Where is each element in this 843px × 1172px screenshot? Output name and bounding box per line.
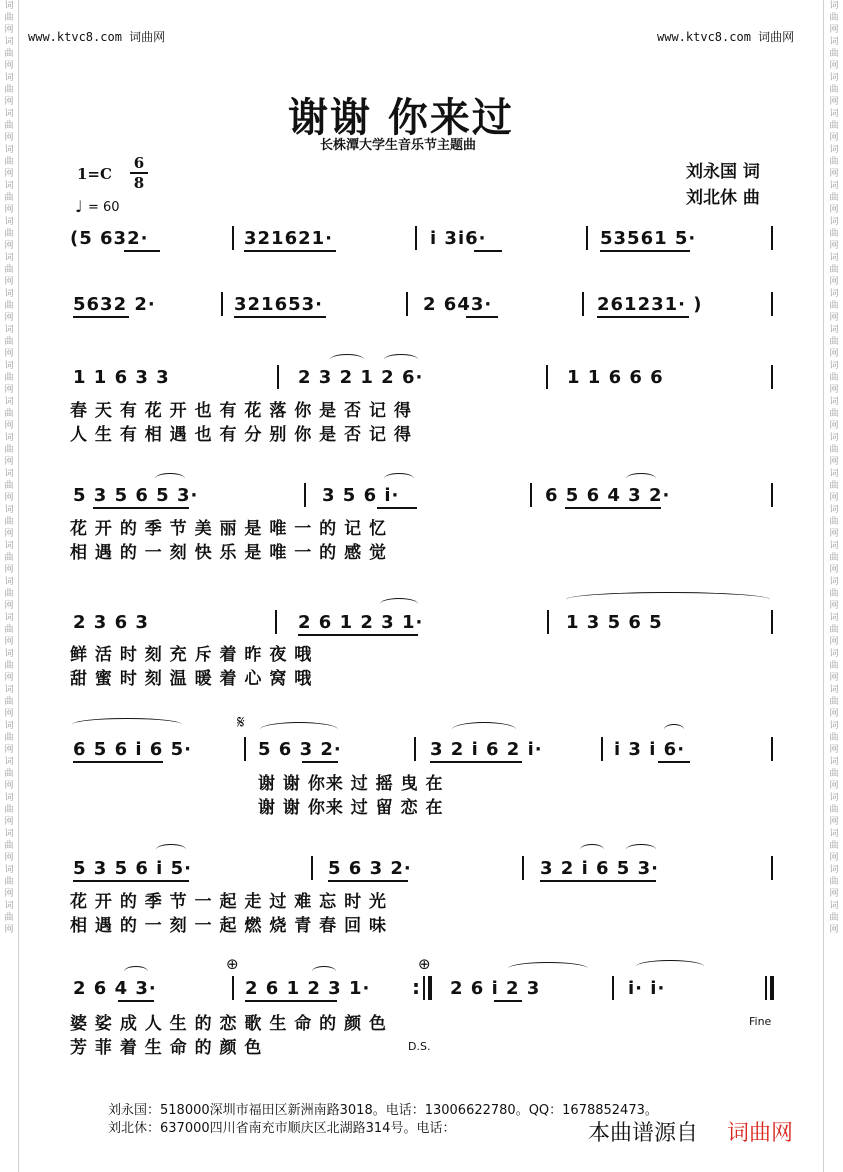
barline	[423, 976, 425, 1000]
barline	[406, 292, 408, 316]
barline	[232, 976, 234, 1000]
site-link-left[interactable]: www.ktvc8.com 词曲网	[28, 30, 166, 44]
underline-beam	[73, 880, 189, 882]
repeat-end-dots: :	[412, 975, 420, 999]
row4-lyric-verse1: 花 开 的 季 节 美 丽 是 唯 一 的 记 忆	[70, 519, 388, 539]
row6-measure2: 5 6 3 2·	[258, 739, 342, 760]
barline	[530, 483, 532, 507]
slur	[384, 354, 418, 365]
row1-measure1: (5 632·	[70, 228, 149, 249]
final-barline-thin	[765, 976, 767, 1000]
coda-sign: ⊕	[226, 955, 239, 973]
underline-beam	[466, 316, 498, 318]
barline	[244, 737, 246, 761]
row3-measure3: 1 1 6 6 6	[567, 367, 664, 388]
barline	[586, 226, 588, 250]
underline-beam	[298, 634, 418, 636]
repeat-barline	[428, 976, 432, 1000]
slur	[155, 473, 185, 484]
coda-sign: ⊕	[418, 955, 431, 973]
barline	[546, 365, 548, 389]
barline	[612, 976, 614, 1000]
underline-beam	[234, 316, 326, 318]
row4-measure1: 5 3 5 6 5 3·	[73, 485, 199, 506]
left-watermark: 词曲网词曲网词曲网词曲网词曲网词曲网词曲网词曲网词曲网词曲网词曲网词曲网词曲网词曲网词曲网词曲网词曲网词曲网词曲网词曲网词曲网词曲网词曲网词曲网词曲网词曲网	[4, 1, 14, 935]
tie-continued	[72, 718, 182, 731]
ds-mark: D.S.	[408, 1040, 431, 1053]
row3-lyric-verse2: 人 生 有 相 遇 也 有 分 别 你 是 否 记 得	[70, 425, 412, 445]
slur	[580, 844, 604, 855]
row7-lyric-verse2: 相 遇 的 一 刻 一 起 燃 烧 青 春 回 味	[70, 916, 388, 936]
right-watermark: 词曲网词曲网词曲网词曲网词曲网词曲网词曲网词曲网词曲网词曲网词曲网词曲网词曲网词曲网词曲网词曲网词曲网词曲网词曲网词曲网词曲网词曲网词曲网词曲网词曲网词曲网	[829, 1, 839, 935]
brand-link[interactable]: 词曲网	[727, 1121, 794, 1146]
row2-measure2: 321653·	[234, 294, 323, 315]
underline-beam	[474, 250, 502, 252]
barline	[232, 226, 234, 250]
time-numerator: 6	[133, 154, 145, 172]
row1-measure2: 321621·	[244, 228, 333, 249]
row2-measure3: 2 643·	[423, 294, 493, 315]
underline-beam	[244, 250, 336, 252]
row8-measure3: 2 6 i 2 3	[450, 978, 541, 999]
underline-beam	[600, 250, 690, 252]
slur	[384, 473, 414, 484]
segno-sign: 𝄋	[237, 712, 245, 733]
barline	[221, 292, 223, 316]
row5-lyric-verse1: 鲜 活 时 刻 充 斥 着 昨 夜 哦	[70, 645, 313, 665]
row6-measure3: 3 2 i 6 2 i·	[430, 739, 543, 760]
underline-beam	[245, 1000, 337, 1002]
song-title: 谢谢 你来过	[288, 95, 514, 141]
row4-measure2: 3 5 6 i·	[322, 485, 400, 506]
row6-lyric-verse2: 谢 谢 你来 过 留 恋 在	[258, 798, 444, 818]
row8-measure2: 2 6 1 2 3 1·	[245, 978, 371, 999]
underline-beam	[73, 316, 129, 318]
barline	[582, 292, 584, 316]
barline	[771, 610, 773, 634]
tie-long	[566, 592, 770, 607]
barline	[771, 737, 773, 761]
row1-measure3: i 3i6·	[430, 228, 487, 249]
slur	[124, 966, 148, 977]
tie	[636, 960, 704, 973]
key-signature: 1=C	[77, 165, 112, 183]
row5-measure1: 2 3 6 3	[73, 612, 149, 633]
time-signature	[130, 155, 148, 191]
slur	[664, 724, 684, 735]
barline	[311, 856, 313, 880]
row8-measure4: i· i·	[628, 978, 666, 999]
row5-lyric-verse2: 甜 蜜 时 刻 温 暖 着 心 窝 哦	[70, 669, 313, 689]
underline-beam	[302, 761, 338, 763]
row2-measure1: 5632 2·	[73, 294, 156, 315]
contact-composer: 刘北休：637000四川省南充市顺庆区北湖路314号。电话：	[108, 1121, 456, 1136]
song-subtitle: 长株潭大学生音乐节主题曲	[320, 138, 477, 153]
barline	[277, 365, 279, 389]
fine-mark: Fine	[749, 1015, 772, 1028]
barline	[601, 737, 603, 761]
row4-measure3: 6 5 6 4 3 2·	[545, 485, 671, 506]
barline	[414, 737, 416, 761]
row1-measure4: 53561 5·	[600, 228, 697, 249]
row3-measure1: 1 1 6 3 3	[73, 367, 170, 388]
row8-measure1: 2 6 4 3·	[73, 978, 157, 999]
slur	[330, 354, 364, 365]
row7-measure3: 3 2 i 6 5 3·	[540, 858, 659, 879]
slur	[452, 722, 516, 737]
row7-measure1: 5 3 5 6 i 5·	[73, 858, 192, 879]
row5-measure3: 1 3 5 6 5	[566, 612, 663, 633]
underline-beam	[377, 507, 417, 509]
barline	[771, 856, 773, 880]
row4-lyric-verse2: 相 遇 的 一 刻 快 乐 是 唯 一 的 感 觉	[70, 543, 388, 563]
underline-beam	[328, 880, 408, 882]
slur	[626, 844, 656, 855]
time-denominator: 8	[133, 174, 145, 192]
row6-measure4: i 3 i 6·	[614, 739, 686, 760]
contact-lyricist: 刘永国：518000深圳市福田区新洲南路3018。电话：13006622780。QQ：1678852473。	[108, 1103, 658, 1118]
underline-beam	[494, 1000, 522, 1002]
underline-beam	[73, 761, 163, 763]
underline-beam	[658, 761, 690, 763]
row2-measure4: 261231· )	[597, 294, 703, 315]
slur	[380, 598, 418, 610]
left-border-line	[18, 0, 19, 1172]
underline-beam	[124, 250, 160, 252]
barline	[771, 292, 773, 316]
row8-lyric-verse1: 婆 娑 成 人 生 的 恋 歌 生 命 的 颜 色	[70, 1014, 388, 1034]
site-link-right[interactable]: www.ktvc8.com 词曲网	[657, 30, 795, 44]
row5-measure2: 2 6 1 2 3 1·	[298, 612, 424, 633]
barline	[771, 365, 773, 389]
barline	[771, 483, 773, 507]
row6-lyric-verse1: 谢 谢 你来 过 摇 曳 在	[258, 774, 444, 794]
slur	[312, 966, 336, 977]
final-barline-thick	[770, 976, 774, 1000]
source-label: 本曲谱源自	[588, 1121, 699, 1146]
barline	[771, 226, 773, 250]
underline-beam	[430, 761, 522, 763]
slur	[260, 722, 338, 737]
slur	[626, 473, 656, 484]
row7-measure2: 5 6 3 2·	[328, 858, 412, 879]
row3-lyric-verse1: 春 天 有 花 开 也 有 花 落 你 是 否 记 得	[70, 401, 412, 421]
slur	[156, 844, 186, 855]
barline	[547, 610, 549, 634]
right-border-line	[823, 0, 824, 1172]
barline	[304, 483, 306, 507]
row6-measure1: 6 5 6 i 6 5·	[73, 739, 192, 760]
barline	[415, 226, 417, 250]
row8-lyric-verse2: 芳 菲 着 生 命 的 颜 色	[70, 1038, 263, 1058]
composer-credit: 刘北休 曲	[686, 188, 760, 208]
underline-beam	[597, 316, 689, 318]
underline-beam	[565, 507, 661, 509]
underline-beam	[93, 507, 189, 509]
quarter-note-icon: ♩	[75, 197, 83, 216]
row7-lyric-verse1: 花 开 的 季 节 一 起 走 过 难 忘 时 光	[70, 892, 388, 912]
underline-beam	[540, 880, 656, 882]
slur	[508, 962, 588, 975]
lyricist-credit: 刘永国 词	[686, 162, 760, 182]
barline	[522, 856, 524, 880]
tempo-value: = 60	[88, 200, 120, 215]
barline	[275, 610, 277, 634]
row3-measure2: 2 3 2 1 2 6·	[298, 367, 424, 388]
underline-beam	[118, 1000, 154, 1002]
